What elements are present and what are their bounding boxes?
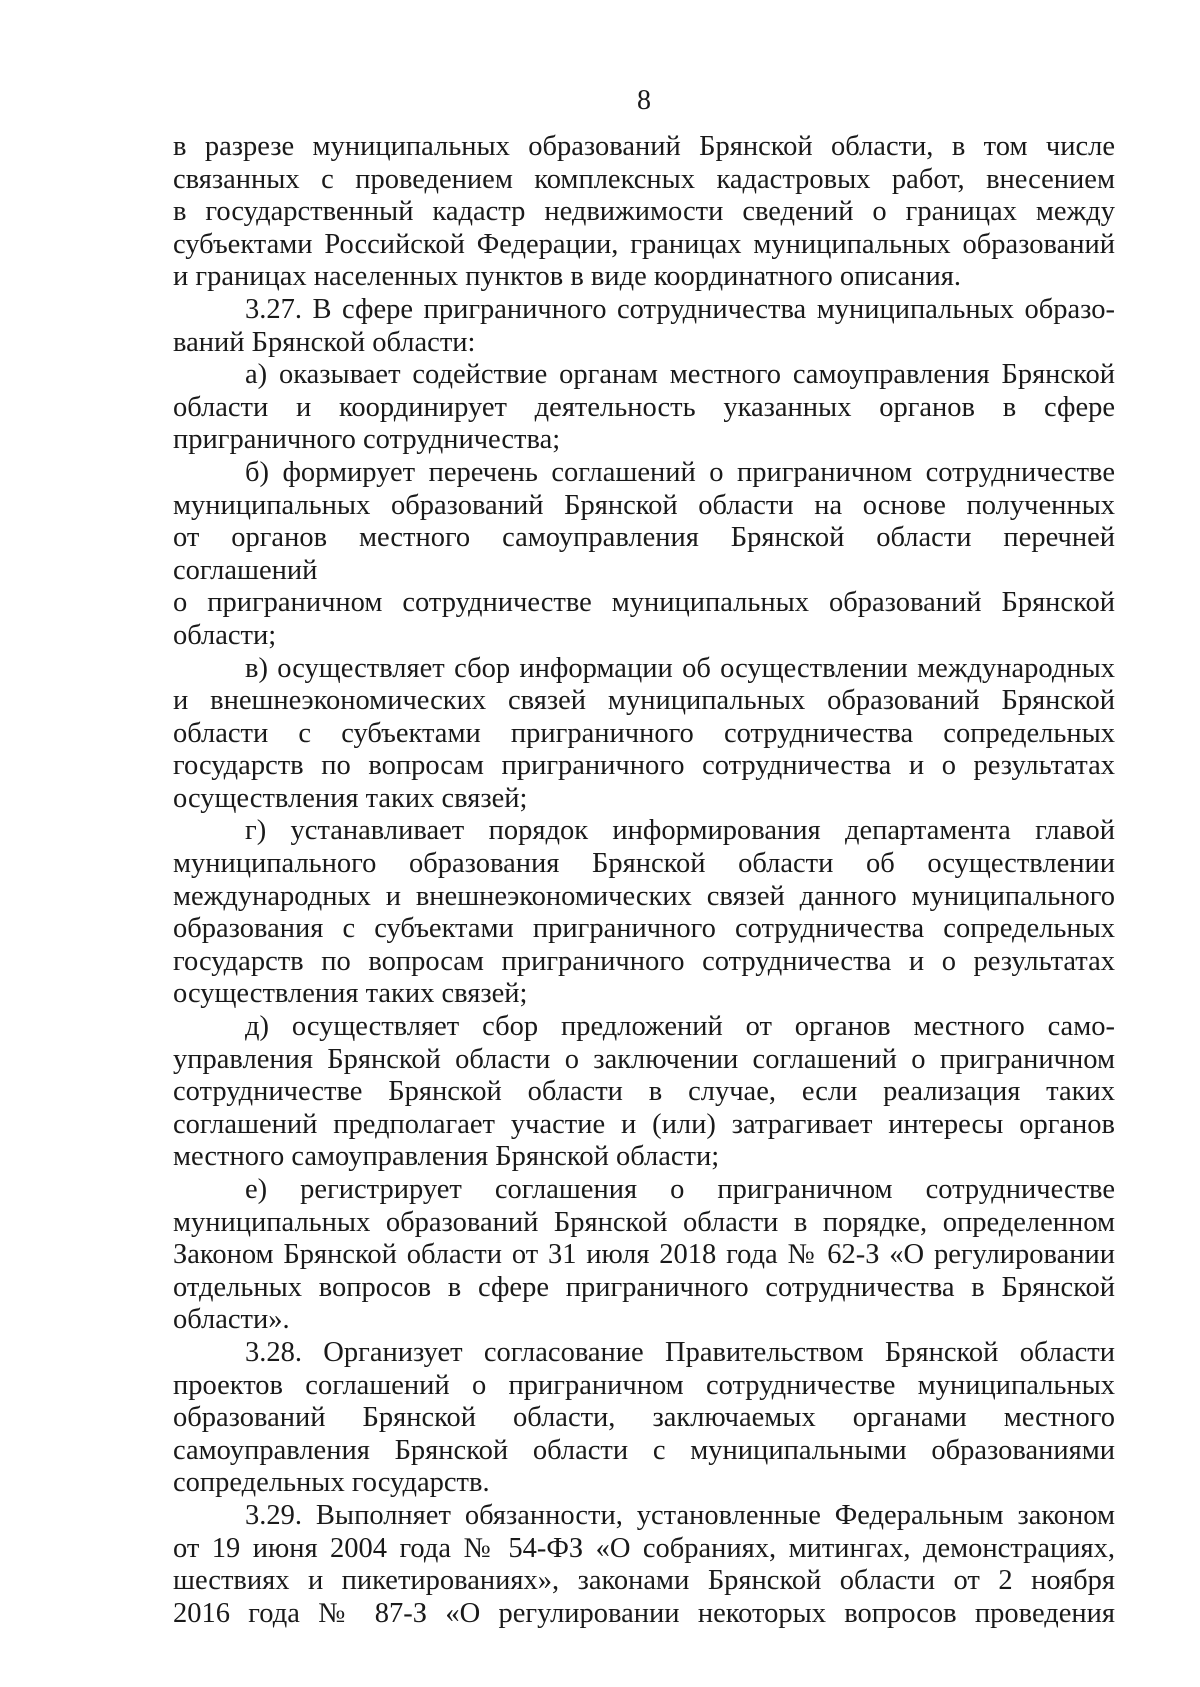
paragraph-first-line: г) устанавливает порядок информирования департамента главой bbox=[245, 815, 1115, 847]
paragraph-first-line: 3.28. Организует согласование Правительством Брянской области bbox=[245, 1336, 1115, 1368]
paragraph-line: муниципальных образований Брянской области в порядке, определенном bbox=[173, 1206, 1115, 1238]
paragraph-line: шествиях и пикетированиях», законами Брянской области от 2 ноября bbox=[173, 1565, 1115, 1597]
paragraph-line: приграничного сотрудничества; bbox=[173, 424, 561, 456]
paragraph-line: самоуправления Брянской области с муниципальными образованиями bbox=[173, 1434, 1115, 1466]
paragraph-line: осуществления таких связей; bbox=[173, 978, 528, 1010]
paragraph-line: в государственный кадастр недвижимости сведений о границах между bbox=[173, 196, 1115, 228]
paragraph-line: ваний Брянской области: bbox=[173, 326, 476, 358]
paragraph-line: области с субъектами приграничного сотрудничества сопредельных bbox=[173, 717, 1115, 749]
paragraph-line: сотрудничестве Брянской области в случае, если реализация таких bbox=[173, 1076, 1115, 1108]
paragraph-line: государств по вопросам приграничного сотрудничества и о результатах bbox=[173, 945, 1115, 977]
paragraph-line: образований Брянской области, заключаемых органами местного bbox=[173, 1402, 1115, 1434]
paragraph-line: проектов соглашений о приграничном сотрудничестве муниципальных bbox=[173, 1369, 1115, 1401]
page-number: 8 bbox=[637, 85, 651, 116]
paragraph-first-line: в) осуществляет сбор информации об осуществлении международных bbox=[245, 652, 1115, 684]
paragraph-first-line: в разрезе муниципальных образований Брянской области, в том числе bbox=[173, 131, 1115, 162]
paragraph-line: субъектами Российской Федерации, границах муниципальных образований bbox=[173, 228, 1115, 260]
paragraph-first-line: 3.29. Выполняет обязанности, установленные Федеральным законом bbox=[245, 1499, 1115, 1531]
paragraph-line: сопредельных государств. bbox=[173, 1467, 490, 1499]
paragraph-line: области и координирует деятельность указанных органов в сфере bbox=[173, 391, 1115, 423]
paragraph-line: муниципальных образований Брянской области на основе полученных bbox=[173, 489, 1115, 521]
document-body bbox=[173, 131, 1115, 1630]
paragraph-line: 2016 года № 87-З «О регулировании некоторых вопросов проведения bbox=[173, 1597, 1115, 1629]
paragraph-line: и внешнеэкономических связей муниципальных образований Брянской bbox=[173, 685, 1115, 717]
paragraph-first-line: б) формирует перечень соглашений о приграничном сотрудничестве bbox=[245, 456, 1115, 488]
paragraph-line: области». bbox=[173, 1304, 290, 1336]
paragraph-line: местного самоуправления Брянской области; bbox=[173, 1141, 720, 1173]
paragraph-line: от органов местного самоуправления Брянской области перечней соглашений bbox=[173, 522, 1115, 586]
paragraph-line: международных и внешнеэкономических связей данного муниципального bbox=[173, 880, 1115, 912]
paragraph-line: от 19 июня 2004 года № 54-ФЗ «О собраниях, митингах, демонстрациях, bbox=[173, 1532, 1115, 1564]
paragraph-line: связанных с проведением комплексных кадастровых работ, внесением bbox=[173, 163, 1115, 195]
paragraph-line: образования с субъектами приграничного сотрудничества сопредельных bbox=[173, 913, 1115, 945]
paragraph-line: области; bbox=[173, 619, 277, 651]
paragraph-first-line: 3.27. В сфере приграничного сотрудничества муниципальных образо- bbox=[245, 293, 1115, 325]
paragraph-line: и границах населенных пунктов в виде координатного описания. bbox=[173, 261, 962, 293]
paragraph-line: о приграничном сотрудничестве муниципальных образований Брянской bbox=[173, 587, 1115, 619]
document-page bbox=[173, 0, 1115, 1687]
paragraph-line: соглашений предполагает участие и (или) затрагивает интересы органов bbox=[173, 1108, 1115, 1140]
paragraph-line: осуществления таких связей; bbox=[173, 782, 528, 814]
paragraph-first-line: д) осуществляет сбор предложений от органов местного само- bbox=[245, 1011, 1115, 1043]
paragraph-line: государств по вопросам приграничного сотрудничества и о результатах bbox=[173, 750, 1115, 782]
paragraph-line: Законом Брянской области от 31 июля 2018 года № 62-З «О регулировании bbox=[173, 1239, 1115, 1271]
paragraph-line: муниципального образования Брянской области об осуществлении bbox=[173, 848, 1115, 880]
paragraph-first-line: е) регистрирует соглашения о приграничном сотрудничестве bbox=[245, 1174, 1115, 1205]
paragraph-line: отдельных вопросов в сфере приграничного сотрудничества в Брянской bbox=[173, 1271, 1115, 1303]
paragraph-first-line: а) оказывает содействие органам местного самоуправления Брянской bbox=[245, 359, 1115, 391]
paragraph-line: управления Брянской области о заключении соглашений о приграничном bbox=[173, 1043, 1115, 1075]
